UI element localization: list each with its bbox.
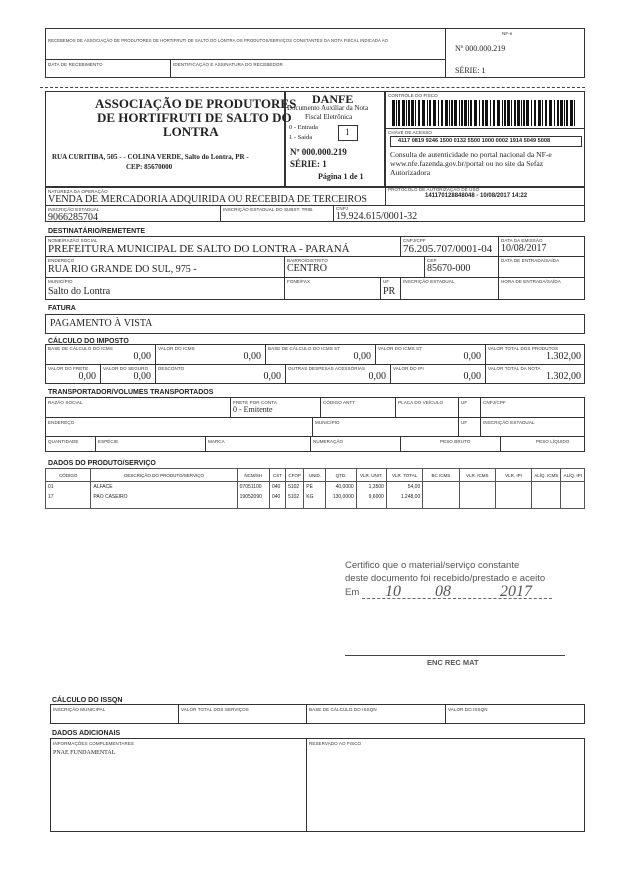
cut-line xyxy=(40,87,585,88)
produto-cell: 1.248,00 xyxy=(386,492,422,502)
canhoto-nfe-label: NF-e xyxy=(502,31,513,36)
cnpj-valor: 19.924.615/0001-32 xyxy=(336,211,418,222)
natureza-valor: VENDA DE MERCADORIA ADQUIRIDA OU RECEBIDA DE TERCEIROS xyxy=(48,194,367,205)
transportador-section: TRANSPORTADOR/VOLUMES TRANSPORTADOS xyxy=(48,389,214,396)
produto-cell xyxy=(459,492,495,502)
transp-peso-bruto-label: PESO BRUTO xyxy=(440,439,471,444)
r2-value-3: 0,00 xyxy=(368,371,386,382)
dest-nome: PREFEITURA MUNICIPAL DE SALTO DO LONTRA - PARANÁ xyxy=(48,243,350,255)
produto-col-header: QTD. xyxy=(326,469,356,482)
emitente-endereco: RUA CURITIBA, 505 - - COLINA VERDE, Salto do Lontra, PR - xyxy=(52,153,249,161)
danfe-sub-2: Fiscal Eletrônica xyxy=(305,113,353,121)
produto-cell xyxy=(423,482,459,493)
certificado-ano: 2017 xyxy=(500,583,532,600)
r2-label-4: VALOR DO IPI xyxy=(393,366,424,371)
dest-ie-label: INSCRIÇÃO ESTADUAL xyxy=(403,279,455,284)
danfe-pagina: Página 1 de 1 xyxy=(318,172,364,181)
transp-cnpj-label: CNPJ/CPF xyxy=(483,400,506,405)
r2-value-1: 0,00 xyxy=(133,371,151,382)
produto-col-header: VLR. UNIT. xyxy=(356,469,386,482)
produto-cell: 9,6000 xyxy=(356,492,386,502)
dest-cep-label: CEP xyxy=(427,258,437,263)
transp-razao-label: RAZÃO SOCIAL xyxy=(48,400,83,405)
imposto-section: CÁLCULO DO IMPOSTO xyxy=(48,338,129,345)
canhoto-identificacao-label: IDENTIFICAÇÃO E ASSINATURA DO RECEBEDOR xyxy=(173,62,283,67)
adicionais-info: PNAE FUNDAMENTAL xyxy=(53,750,116,756)
certificado-em: Em xyxy=(345,587,360,598)
produto-cell: KG xyxy=(304,492,326,502)
issqn-vts-label: VALOR TOTAL DOS SERVIÇOS xyxy=(181,707,249,712)
r2-value-2: 0,00 xyxy=(263,371,281,382)
dest-endereco-label: ENDEREÇO xyxy=(48,258,75,263)
ie-label: INSCRIÇÃO ESTADUAL xyxy=(48,207,100,212)
fisco-chave: 4117 0819 9246 1500 0132 5500 1000 0002 1914 5049 5008 xyxy=(398,138,551,144)
transp-antt-label: CÓDIGO ANTT xyxy=(323,400,356,405)
r1-label-1: VALOR DO ICMS xyxy=(158,346,195,351)
dest-data-emissao-label: DATA DA EMISSÃO xyxy=(501,238,543,243)
emitente-nome-2: DE HORTIFRUTI DE SALTO DO xyxy=(97,110,292,125)
canhoto-serie: SÉRIE: 1 xyxy=(455,66,486,75)
dest-hora-label: HORA DE ENTRADA/SAÍDA xyxy=(501,279,561,284)
produtos-section: DADOS DO PRODUTO/SERVIÇO xyxy=(48,460,156,467)
r1-label-4: VALOR TOTAL DOS PRODUTOS xyxy=(488,346,559,351)
produtos-table xyxy=(45,468,585,509)
produto-cell: 040 xyxy=(269,492,285,502)
r2-label-1: VALOR DO SEGURO xyxy=(103,366,149,371)
produto-cell: ALFACE xyxy=(91,482,237,493)
produto-col-header: CÓDIGO xyxy=(46,469,91,482)
produto-col-header: VLR. ICMS xyxy=(459,469,495,482)
certificado-l1: Certifico que o material/serviço constante xyxy=(345,560,520,571)
r2-value-5: 1.302,00 xyxy=(546,371,581,382)
dest-uf: PR xyxy=(383,286,396,297)
adicionais-box xyxy=(50,738,585,832)
transp-frete-label: FRETE POR CONTA xyxy=(233,400,277,405)
fisco-controle-label: CONTROLE DO FISCO xyxy=(388,93,438,98)
emitente-nome-3: LONTRA xyxy=(163,124,219,139)
danfe-sub-1: Documento Auxiliar da Nota xyxy=(287,104,369,112)
natureza-label: NATUREZA DA OPERAÇÃO xyxy=(48,189,108,194)
table-row xyxy=(46,492,585,502)
produto-col-header: ALÍQ. ICMS xyxy=(532,469,561,482)
dest-nome-label: NOME/RAZÃO SOCIAL xyxy=(48,238,98,243)
certificado-linha-assinatura xyxy=(345,655,565,656)
produto-cell: 1,3500 xyxy=(356,482,386,493)
transp-quantidade-label: QUANTIDADE xyxy=(48,439,79,444)
cnpj-label: CNPJ xyxy=(336,206,349,211)
produto-col-header: VLR. TOTAL xyxy=(386,469,422,482)
produto-cell: 54,00 xyxy=(386,482,422,493)
canhoto-nfe-numero: Nº 000.000.219 xyxy=(455,44,506,53)
r1-value-4: 1.302,00 xyxy=(546,351,581,362)
transp-ie-label: INSCRIÇÃO ESTADUAL xyxy=(483,420,535,425)
transp-marca-label: MARCA xyxy=(208,439,225,444)
produto-col-header: ALÍQ. IPI xyxy=(561,469,585,482)
produto-cell xyxy=(532,482,561,493)
produto-cell: PAO CASEIRO xyxy=(91,492,237,502)
produto-col-header: VLR. IPI xyxy=(495,469,531,482)
transp-frete: 0 - Emitente xyxy=(233,405,273,414)
adicionais-section: DADOS ADICIONAIS xyxy=(52,730,121,737)
issqn-im-label: INSCRIÇÃO MUNICIPAL xyxy=(53,707,106,712)
produto-cell xyxy=(532,492,561,502)
r2-label-3: OUTRAS DESPESAS ACESSÓRIAS xyxy=(288,366,366,371)
dest-municipio: Salto do Lontra xyxy=(48,286,111,297)
transp-numeracao-label: NUMERAÇÃO xyxy=(313,439,344,444)
produto-cell: 5102 xyxy=(286,482,304,493)
r2-label-5: VALOR TOTAL DA NOTA xyxy=(488,366,541,371)
danfe-entrada: 0 - Entrada xyxy=(289,124,318,131)
dest-cnpj-label: CNPJ/CPF xyxy=(403,238,426,243)
r1-label-3: VALOR DO ICMS ST xyxy=(378,346,423,351)
certificado-l2: deste documento foi recebido/prestado e aceito xyxy=(345,573,546,584)
issqn-bc-label: BASE DE CÁLCULO DO ISSQN xyxy=(309,707,377,712)
dest-cnpj: 76.205.707/0001-04 xyxy=(403,243,493,255)
produto-col-header: NCM/SH xyxy=(237,469,269,482)
produto-cell: 07051100 xyxy=(237,482,269,493)
transp-uf-label: UF xyxy=(461,400,468,405)
r2-value-0: 0,00 xyxy=(78,371,96,382)
produto-cell xyxy=(423,492,459,502)
certificado-mes: 08 xyxy=(435,583,451,600)
danfe-serie: SÉRIE: 1 xyxy=(290,159,327,169)
dest-cep: 85670-000 xyxy=(427,263,471,274)
r2-label-0: VALOR DO FRETE xyxy=(48,366,89,371)
transp-placa-label: PLACA DO VEÍCULO xyxy=(398,400,444,405)
r1-label-2: BASE DE CÁLCULO DO ICMS ST xyxy=(268,346,341,351)
fisco-chave-label: CHAVE DE ACESSO xyxy=(388,130,432,135)
dest-bairro: CENTRO xyxy=(287,263,327,274)
emitente-cep: CEP: 85670000 xyxy=(126,163,173,171)
transp-especie-label: ESPÉCIE xyxy=(98,439,119,444)
protocolo-valor: 141170128848048 - 10/08/2017 14:22 xyxy=(425,193,528,199)
r1-value-3: 0,00 xyxy=(463,351,481,362)
r1-value-0: 0,00 xyxy=(133,351,151,362)
dest-municipio-label: MUNICÍPIO xyxy=(48,279,73,284)
certificado-enc: ENC REC MAT xyxy=(427,658,479,667)
adicionais-reservado-label: RESERVADO AO FISCO xyxy=(309,741,362,746)
certificado-dia: 10 xyxy=(385,583,401,600)
r1-value-1: 0,00 xyxy=(243,351,261,362)
produto-cell xyxy=(561,482,585,493)
barcode-icon xyxy=(392,100,578,126)
produto-cell xyxy=(561,492,585,502)
fisco-consulta: Consulta de autenticidade no portal nacional da NF-e www.nfe.fazenda.gov.br/portal ou no site da Sefaz Autorizadora xyxy=(390,150,552,177)
protocolo-label: PROTOCOLO DE AUTORIZAÇÃO DE USO xyxy=(388,187,480,192)
dest-data-emissao: 10/08/2017 xyxy=(501,243,547,254)
produto-col-header: DESCRIÇÃO DO PRODUTO/SERVIÇO xyxy=(91,469,237,482)
danfe-numero: Nº 000.000.219 xyxy=(290,147,347,157)
danfe-saida: 1 - Saída xyxy=(289,134,313,141)
produto-cell: 5102 xyxy=(286,492,304,502)
ie-valor: 9066285704 xyxy=(48,212,98,223)
dest-uf-label: UF xyxy=(383,279,390,284)
destinatario-section: DESTINATÁRIO/REMETENTE xyxy=(48,228,146,235)
produto-cell xyxy=(495,492,531,502)
produto-cell: 01 xyxy=(46,482,91,493)
produto-cell xyxy=(459,482,495,493)
transp-endereco-label: ENDEREÇO xyxy=(48,420,75,425)
produto-cell: 040 xyxy=(269,482,285,493)
produto-cell: 130,0000 xyxy=(326,492,356,502)
transp-uf2-label: UF xyxy=(461,420,468,425)
fatura-section: FATURA xyxy=(48,305,76,312)
dest-fone-label: FONE/FAX xyxy=(287,279,311,284)
ie-st-label: INSCRIÇÃO ESTADUAL DO SUBST. TRIB. xyxy=(223,207,314,212)
dest-bairro-label: BAIRRO/DISTRITO xyxy=(287,258,328,263)
r2-label-2: DESCONTO xyxy=(158,366,185,371)
danfe-title: DANFE xyxy=(312,92,354,106)
produto-cell: 19052090 xyxy=(237,492,269,502)
fatura-valor: PAGAMENTO À VISTA xyxy=(50,318,153,329)
dest-endereco: RUA RIO GRANDE DO SUL, 975 - xyxy=(48,264,197,275)
produto-cell: PÉ xyxy=(304,482,326,493)
danfe-tipo: 1 xyxy=(345,127,350,137)
produto-col-header: CST xyxy=(269,469,285,482)
canhoto-recebemos: RECEBEMOS DE ASSOCIAÇÃO DE PRODUTORES DE HORTIFRUTI DE SALTO DO LONTRA OS PRODUTOS/SERVIÇOS CONSTANTES DA NOTA FISCAL INDICADA AO xyxy=(48,38,388,43)
r1-value-2: 0,00 xyxy=(353,351,371,362)
table-row xyxy=(46,482,585,493)
transp-municipio-label: MUNICÍPIO xyxy=(315,420,340,425)
adicionais-info-label: INFORMAÇÕES COMPLEMENTARES xyxy=(53,741,135,746)
produto-cell: 40,0000 xyxy=(326,482,356,493)
issqn-valor-label: VALOR DO ISSQN xyxy=(448,707,488,712)
transp-peso-liquido-label: PESO LÍQUIDO xyxy=(536,439,570,444)
emitente-nome-1: ASSOCIAÇÃO DE PRODUTORES xyxy=(95,96,297,111)
r1-label-0: BASE DE CÁLCULO DO ICMS xyxy=(48,346,113,351)
produto-col-header: UNID. xyxy=(304,469,326,482)
canhoto-data-recebimento-label: DATA DE RECEBIMENTO xyxy=(48,62,103,67)
produto-cell: 17 xyxy=(46,492,91,502)
issqn-section: CÁLCULO DO ISSQN xyxy=(52,697,123,704)
dest-data-saida-label: DATA DE ENTRADA/SAÍDA xyxy=(501,258,560,263)
produto-col-header: CFOP xyxy=(286,469,304,482)
r2-value-4: 0,00 xyxy=(463,371,481,382)
produto-col-header: BC ICMS xyxy=(423,469,459,482)
produto-cell xyxy=(495,482,531,493)
